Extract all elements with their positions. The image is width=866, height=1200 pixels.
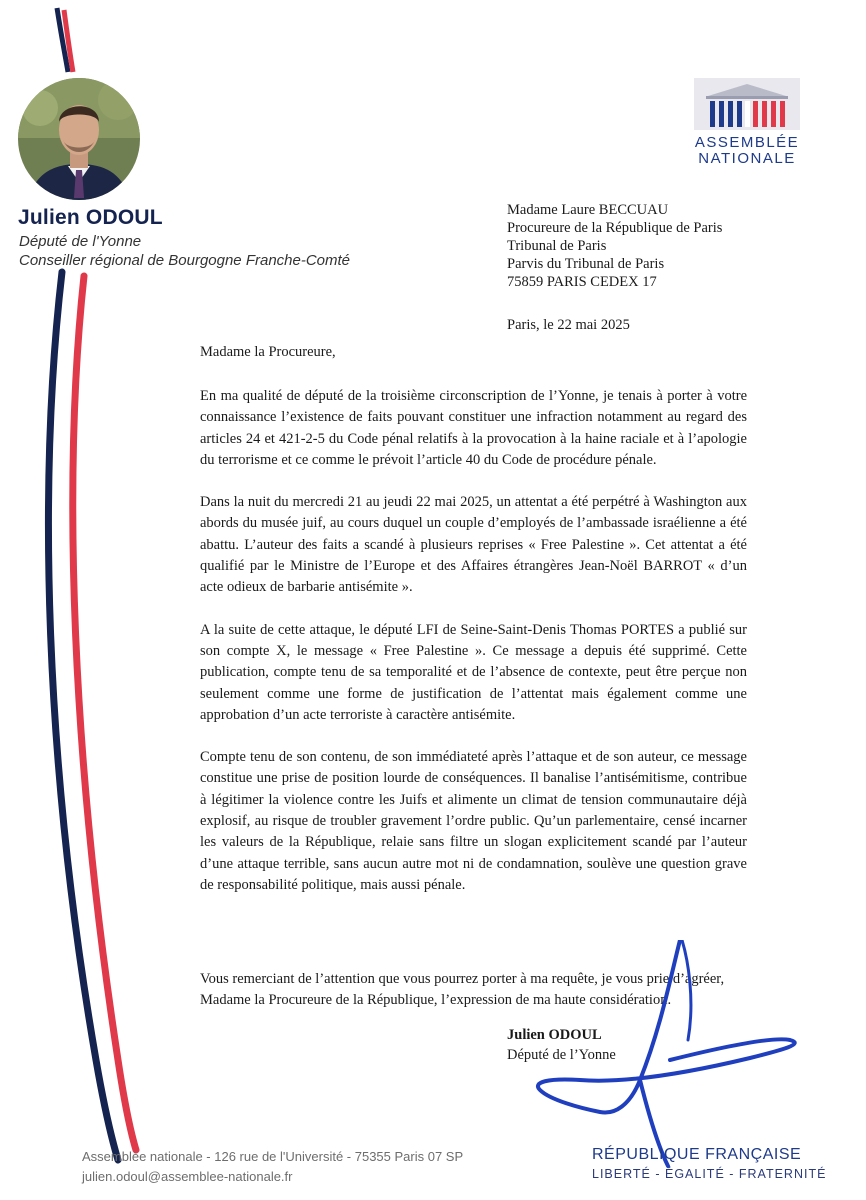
logo-line1: ASSEMBLÉE bbox=[694, 134, 800, 151]
republique-francaise-mark bbox=[592, 1145, 826, 1183]
assemblee-nationale-logo bbox=[692, 76, 802, 170]
closing-line2: Madame la Procureure de la République, l’expression de ma haute considération. bbox=[200, 992, 672, 1009]
recipient-address bbox=[507, 201, 722, 291]
letter-body bbox=[200, 386, 747, 917]
recipient-line2: Procureure de la République de Paris bbox=[507, 220, 723, 236]
paragraph-2: Dans la nuit du mercredi 21 au jeudi 22 mai 2025, un attentat a été perpétré à Washington aux abords du musée juif, au cours duquel un couple d’employés de l’ambassade israélienne a été abattu. L’auteur des faits a scandé à plusieurs reprises « Free Palestine ». Cet attentat a été qualifié par le Ministre de l’Europe et des Affaires étrangères Jean-Noël BARROT « d’un acte odieux de barbarie antisémite ». bbox=[200, 494, 747, 596]
logo-line2: NATIONALE bbox=[698, 150, 796, 167]
paragraph-1: En ma qualité de député de la troisième circonscription de l’Yonne, je tenais à porter à votre connaissance l’existence de faits pouvant constituer une infraction notamment au regard des articles 24 et 421-2-5 du Code pénal relatifs à la provocation à la haine raciale et à l’apologie du terrorisme et ce comme le prévoit l’article 40 du Code de procédure pénale. bbox=[200, 388, 747, 468]
paragraph-4: Compte tenu de son contenu, de son immédiateté après l’attaque et de son auteur, ce message constitue une prise de position lourde de conséquences. Il banalise l’antisémitisme, contribue à légitimer la violence contre les Juifs et alimente un climat de tension communautaire déjà explosif, au risque de troubler gravement l’ordre public. Qu’un parlementaire, censé incarner les valeurs de la République, relaie sans filtre un slogan explicitement scandé par l’auteur d’une attaque terrible, sans aucun autre mot ni de condamnation, soulève une question grave de responsabilité politique, mais aussi pénale. bbox=[200, 749, 747, 893]
closing-line1: Vous remerciant de l’attention que vous pourrez porter à ma requête, je vous prie d’agréer, bbox=[200, 971, 725, 987]
sender-role-line1: Député de l'Yonne bbox=[19, 233, 142, 250]
sender-name: Julien ODOUL bbox=[18, 206, 163, 229]
red-swoosh bbox=[73, 276, 136, 1150]
salutation: Madame la Procureure, bbox=[200, 344, 336, 360]
footer-email[interactable]: julien.odoul@assemblee-nationale.fr bbox=[82, 1169, 293, 1184]
signature-role: Député de l’Yonne bbox=[507, 1047, 616, 1063]
republique-motto: LIBERTÉ - ÉGALITÉ - FRATERNITÉ bbox=[592, 1167, 827, 1181]
sender-role bbox=[19, 232, 350, 270]
recipient-line1: Madame Laure BECCUAU bbox=[507, 202, 669, 218]
recipient-line3: Tribunal de Paris bbox=[507, 238, 607, 254]
signature-name: Julien ODOUL bbox=[507, 1027, 602, 1043]
recipient-line4: Parvis du Tribunal de Paris bbox=[507, 256, 665, 272]
letter-date: Paris, le 22 mai 2025 bbox=[507, 317, 630, 333]
footer-street: Assemblée nationale - 126 rue de l'Université - 75355 Paris 07 SP bbox=[82, 1149, 464, 1164]
republique-title: RÉPUBLIQUE FRANÇAISE bbox=[592, 1146, 802, 1163]
paragraph-3: A la suite de cette attaque, le député LFI de Seine-Saint-Denis Thomas PORTES a publié sur son compte X, le message « Free Palestine ». Ce message a depuis été supprimé. Cette publication, compte tenu de sa temporalité et de l’absence de contexte, peut être perçue non seulement comme une forme de justification de l’attentat mais également comme une approbation d’un acte terroriste à caractère antisémite. bbox=[200, 621, 747, 723]
recipient-line5: 75859 PARIS CEDEX 17 bbox=[507, 274, 657, 290]
portrait-image bbox=[18, 78, 140, 200]
hemicycle-icon bbox=[692, 76, 802, 132]
footer-address bbox=[82, 1147, 463, 1187]
sender-role-line2: Conseiller régional de Bourgogne Franche-Comté bbox=[19, 252, 351, 269]
avatar bbox=[18, 78, 140, 200]
handwritten-signature bbox=[520, 940, 810, 1170]
